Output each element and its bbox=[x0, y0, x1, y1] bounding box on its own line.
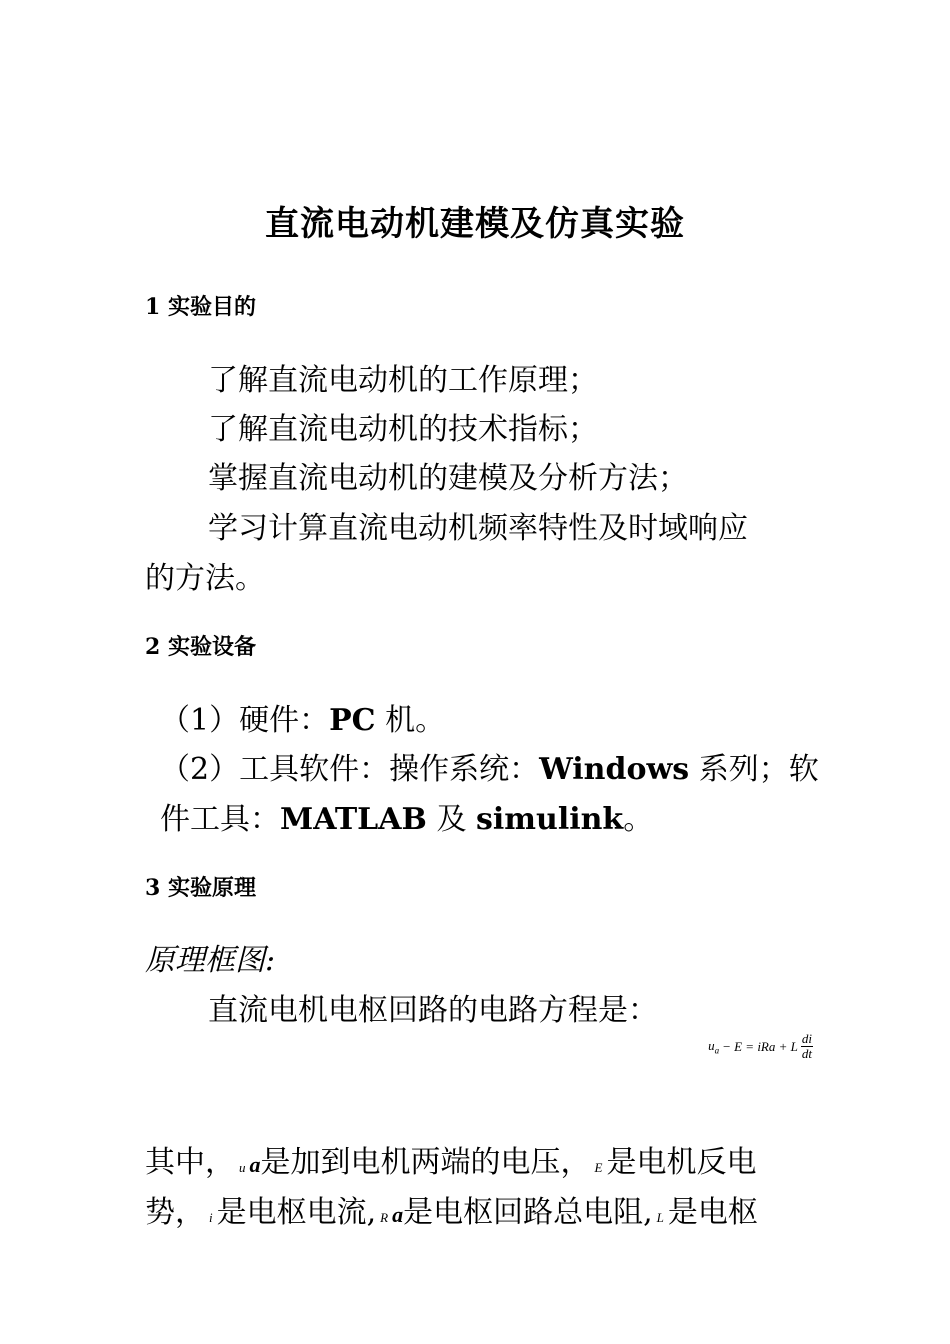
software-line-2 bbox=[160, 794, 653, 838]
formula-lhs-sub: a bbox=[714, 1045, 720, 1056]
objective-line-1: 了解直流电动机的工作原理； bbox=[208, 363, 598, 398]
explain1-text-3: 是电机反电 bbox=[606, 1145, 757, 1180]
software-mid: 系列；软 bbox=[689, 752, 819, 787]
formula-denominator: dt bbox=[801, 1046, 812, 1062]
explain2-text-1: 势， bbox=[145, 1195, 205, 1230]
circuit-equation bbox=[708, 1032, 813, 1062]
explain1-text-1: 其中， bbox=[145, 1145, 235, 1180]
formula-fraction bbox=[801, 1032, 813, 1062]
section-2-heading: 2 实验设备 bbox=[145, 634, 256, 660]
section-3-heading: 3 实验原理 bbox=[145, 875, 256, 901]
hardware-prefix: （1）硬件： bbox=[160, 703, 330, 738]
symbol-R: R bbox=[380, 1210, 389, 1225]
hardware-line bbox=[160, 695, 445, 739]
explain2-text-2: 是电枢电流, bbox=[216, 1195, 377, 1230]
diagram-label: 原理框图: bbox=[145, 943, 276, 978]
hardware-value: PC bbox=[329, 703, 376, 738]
objective-line-5: 的方法。 bbox=[145, 561, 265, 596]
document-title: 直流电动机建模及仿真实验 bbox=[265, 204, 685, 244]
software-tools-mid: 及 bbox=[426, 802, 476, 837]
software-tools-prefix: 件工具： bbox=[160, 802, 280, 837]
section-1-heading: 1 实验目的 bbox=[145, 294, 256, 320]
explain1-text-2: 是加到电机两端的电压， bbox=[260, 1145, 591, 1180]
symbol-u: u bbox=[239, 1160, 246, 1175]
explanation-line-2 bbox=[145, 1187, 758, 1231]
software-os: Windows bbox=[539, 752, 690, 787]
symbol-a-sub-2: a bbox=[392, 1202, 404, 1227]
objective-line-4: 学习计算直流电动机频率特性及时域响应 bbox=[208, 511, 748, 546]
explanation-line-1 bbox=[145, 1137, 756, 1181]
software-prefix: （2）工具软件：操作系统： bbox=[160, 752, 540, 787]
symbol-E: E bbox=[594, 1160, 603, 1175]
objective-line-3: 掌握直流电动机的建模及分析方法； bbox=[208, 461, 688, 496]
software-line-1 bbox=[160, 744, 819, 788]
symbol-L: L bbox=[656, 1210, 664, 1225]
explain2-text-3: 是电枢回路总电阻, bbox=[403, 1195, 653, 1230]
formula-middle: − E = iRa + L bbox=[722, 1038, 798, 1054]
symbol-i: i bbox=[209, 1210, 213, 1225]
software-tool-matlab: MATLAB bbox=[280, 802, 427, 837]
hardware-suffix: 机。 bbox=[375, 703, 446, 738]
objective-line-2: 了解直流电动机的技术指标； bbox=[208, 412, 598, 447]
formula-numerator: di bbox=[801, 1031, 812, 1046]
formula-lhs-var: u bbox=[708, 1038, 715, 1053]
explain2-text-4: 是电枢 bbox=[667, 1195, 758, 1230]
symbol-a-sub: a bbox=[249, 1152, 261, 1177]
software-tool-simulink: simulink bbox=[475, 802, 624, 837]
software-tools-suffix: 。 bbox=[623, 802, 654, 837]
equation-intro: 直流电机电枢回路的电路方程是： bbox=[208, 993, 658, 1028]
